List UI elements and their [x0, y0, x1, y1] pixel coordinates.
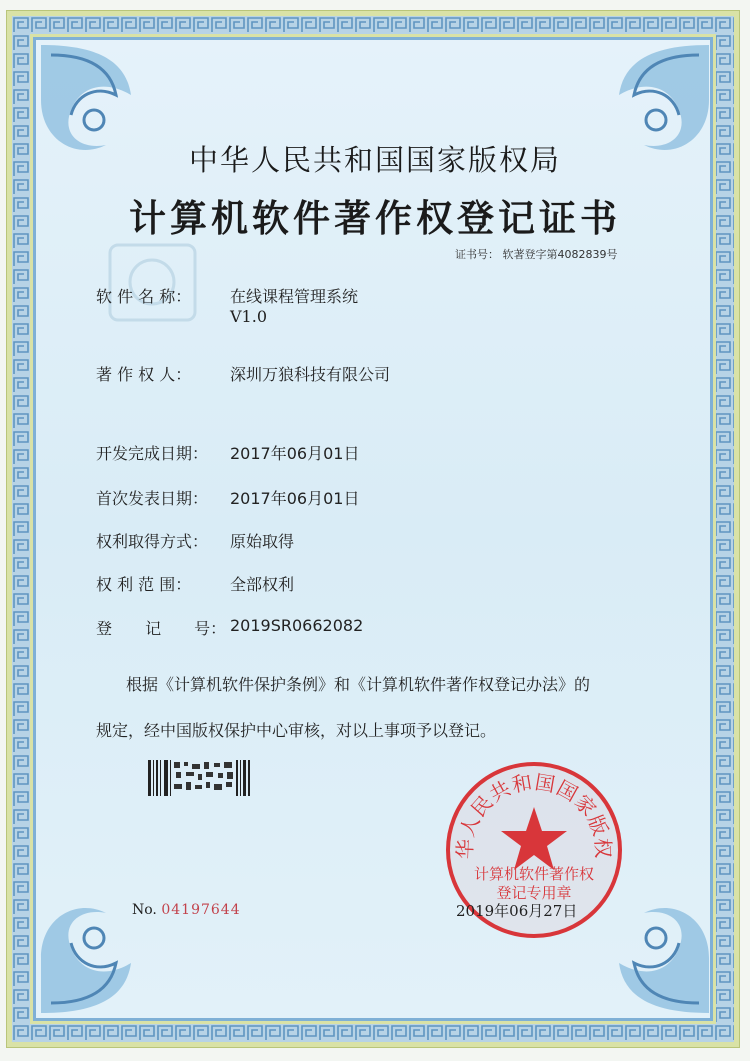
- field-value-publication-date: 2017年06月01日: [230, 489, 360, 508]
- field-label-software-name: 软 件 名 称：: [96, 287, 192, 306]
- field-value-registration-no: 2019SR0662082: [230, 616, 364, 635]
- field-label-scope: 权 利 范 围：: [96, 575, 192, 594]
- field-value-completion-date: 2017年06月01日: [230, 444, 360, 463]
- certificate-number: 证书号： 软著登字第4082839号: [455, 248, 618, 261]
- field-label-completion-date: 开发完成日期：: [96, 444, 209, 463]
- issuer-title: 中华人民共和国国家版权局: [188, 143, 561, 177]
- barcode-image: [148, 760, 252, 796]
- field-label-acquisition: 权利取得方式：: [96, 532, 209, 551]
- watermark-emblem-icon: [105, 240, 200, 325]
- field-value-version: V1.0: [230, 307, 267, 326]
- field-label-owner: 著 作 权 人：: [96, 365, 192, 384]
- field-label-publication-date: 首次发表日期：: [96, 489, 209, 508]
- seal-line-2: 登记专用章: [496, 884, 572, 902]
- seal-ring-text: 华人民共和国国家版权: [452, 769, 616, 860]
- field-value-software-name: 在线课程管理系统: [230, 287, 359, 306]
- field-value-scope: 全部权利: [230, 575, 295, 594]
- certificate-title: 计算机软件著作权登记证书: [129, 197, 621, 240]
- field-value-owner: 深圳万狼科技有限公司: [230, 365, 391, 384]
- statement-line-2: 规定，经中国版权保护中心审核，对以上事项予以登记。: [96, 721, 497, 740]
- field-value-acquisition: 原始取得: [230, 532, 295, 551]
- serial-number: [132, 902, 241, 918]
- serial-number-prefix: No.: [132, 902, 157, 918]
- statement-line-1: 根据《计算机软件保护条例》和《计算机软件著作权登记办法》的: [126, 675, 591, 694]
- field-label-registration-no: 登 记 号：: [96, 619, 227, 638]
- issue-date: 2019年06月27日: [456, 902, 578, 920]
- seal-line-1: 计算机软件著作权: [473, 865, 594, 883]
- serial-number-value: 04197644: [161, 902, 241, 918]
